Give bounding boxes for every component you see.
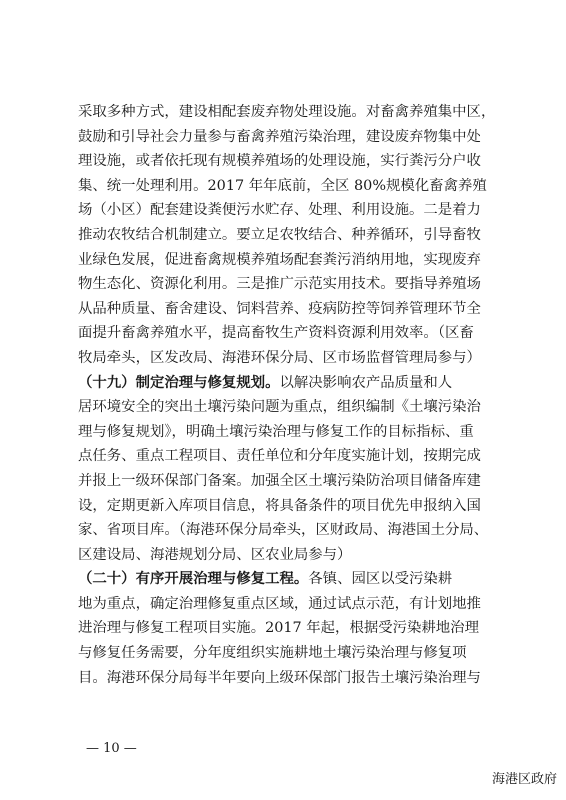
text-line: 与修复任务需要，分年度组织实施耕地土壤污染治理与修复项 — [78, 645, 467, 662]
text-line: 区建设局、海港规划分局、区农业局参与） — [78, 546, 352, 563]
text-line: 设，定期更新入库项目信息，将具备条件的项目优先申报纳入国 — [78, 497, 481, 514]
text-line: 目。海港环保分局每半年要向上级环保部门报告土壤污染治理与 — [78, 669, 481, 686]
section-19-number: （十九） — [78, 374, 136, 391]
text-line: 面提升畜禽养殖水平，提高畜牧生产资料资源利用效率。（区畜 — [78, 325, 474, 342]
text-line: 鼓励和引导社会力量参与畜禽养殖污染治理，建设废弃物集中处 — [78, 128, 481, 145]
section-20-number: （二十） — [78, 571, 136, 588]
body-text — [78, 100, 498, 690]
source-watermark: 海港区政府 — [489, 767, 560, 788]
text-line: 集、统一处理利用。2017 年年底前，全区 80%规模化畜禽养殖 — [78, 177, 487, 194]
section-20-first-line: 各镇、园区以受污染耕 — [308, 571, 453, 588]
section-19-title: 制定治理与修复规划。 — [135, 374, 280, 391]
text-line: 从品种质量、畜舍建设、饲料营养、疫病防控等饲养管理环节全 — [78, 300, 481, 317]
text-line: 点任务、重点工程项目、责任单位和分年度实施计划，按期完成 — [78, 448, 481, 465]
text-line: 推动农牧结合机制建立。要立足农牧结合、种养循环，引导畜牧 — [78, 226, 481, 243]
section-20-heading-line — [78, 567, 498, 592]
text-line: 进治理与修复工程项目实施。2017 年起，根据受污染耕地治理 — [78, 620, 479, 637]
section-19-first-line: 以解决影响农产品质量和人 — [279, 374, 453, 391]
text-line: 家、省项目库。（海港环保分局牵头，区财政局、海港国土分局、 — [78, 522, 489, 539]
text-line: 场（小区）配套建设粪便污水贮存、处理、利用设施。二是着力 — [78, 202, 481, 219]
text-line: 牧局牵头，区发改局、海港环保分局、区市场监督管理局参与） — [78, 349, 481, 366]
text-line: 居环境安全的突出土壤污染问题为重点，组织编制《土壤污染治 — [78, 399, 481, 416]
text-line: 地为重点，确定治理修复重点区域，通过试点示范，有计划地推 — [78, 595, 481, 612]
text-line: 理与修复规划》，明确土壤污染治理与修复工作的目标指标、重 — [78, 423, 474, 440]
section-19-heading-line — [78, 371, 498, 396]
text-line: 采取多种方式，建设相配套废弃物处理设施。对畜禽养殖集中区， — [78, 104, 496, 120]
text-line: 理设施，或者依托现有规模养殖场的处理设施，实行粪污分户收 — [78, 153, 481, 170]
text-line: 并报上一级环保部门备案。加强全区土壤污染防治项目储备库建 — [78, 472, 481, 489]
text-line: 业绿色发展，促进畜禽规模养殖场配套粪污消纳用地，实现废弃 — [78, 251, 481, 268]
text-line: 物生态化、资源化利用。三是推广示范实用技术。要指导养殖场 — [78, 276, 481, 293]
page-number: — 10 — — [86, 741, 137, 756]
section-20-title: 有序开展治理与修复工程。 — [135, 571, 309, 588]
